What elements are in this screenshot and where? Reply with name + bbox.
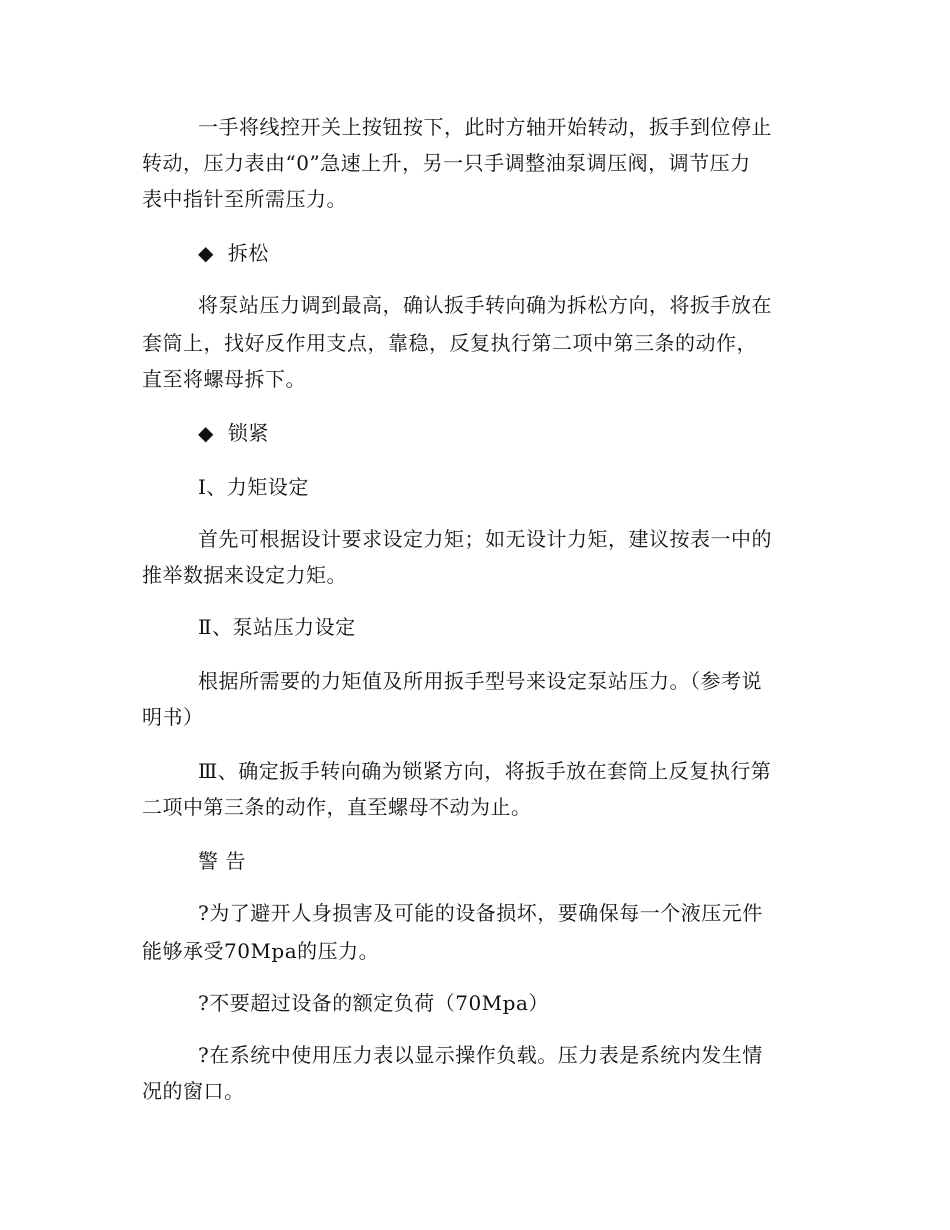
- warning-item1-line-2: 能够承受70Mpa的压力。: [142, 939, 380, 963]
- step1-heading: Ⅰ、力矩设定: [198, 475, 309, 499]
- tighten-title: 锁紧: [227, 421, 269, 445]
- step3-line-1: Ⅲ、确定扳手转向确为锁紧方向，将扳手放在套筒上反复执行第: [198, 759, 772, 783]
- diamond-bullet-icon: ◆: [198, 241, 214, 265]
- step2-line-1: 根据所需要的力矩值及所用扳手型号来设定泵站压力。（参考说: [198, 669, 762, 693]
- warning-item1-line-1: ?为了避开人身损害及可能的设备损坏，要确保每一个液压元件: [198, 901, 763, 925]
- warning-title: 警 告: [198, 849, 246, 873]
- loosen-line-2: 套筒上，找好反作用支点，靠稳，反复执行第二项中第三条的动作，: [142, 331, 757, 355]
- step2-line-2: 明书）: [142, 705, 204, 729]
- tighten-heading: [198, 420, 868, 446]
- warning-item2-line-1: ?不要超过设备的额定负荷（70Mpa）: [198, 991, 549, 1015]
- step1-line-2: 推举数据来设定力矩。: [142, 563, 347, 587]
- step1-line-1: 首先可根据设计要求设定力矩；如无设计力矩，建议按表一中的: [198, 527, 772, 551]
- step3-line-2: 二项中第三条的动作，直至螺母不动为止。: [142, 795, 532, 819]
- intro-line-1: 一手将线控开关上按钮按下，此时方轴开始转动，扳手到位停止: [198, 115, 772, 139]
- intro-line-3: 表中指针至所需压力。: [142, 187, 347, 211]
- diamond-bullet-icon: ◆: [198, 421, 214, 445]
- loosen-line-1: 将泵站压力调到最高，确认扳手转向确为拆松方向，将扳手放在: [198, 293, 772, 317]
- loosen-heading: [198, 240, 868, 266]
- warning-item3-line-1: ?在系统中使用压力表以显示操作负载。压力表是系统内发生情: [198, 1043, 763, 1067]
- loosen-line-3: 直至将螺母拆下。: [142, 367, 306, 391]
- step2-heading: Ⅱ、泵站压力设定: [198, 615, 356, 639]
- intro-line-2: 转动，压力表由“0”急速上升，另一只手调整油泵调压阀，调节压力: [142, 151, 751, 175]
- loosen-title: 拆松: [227, 241, 269, 265]
- warning-item3-line-2: 况的窗口。: [142, 1079, 245, 1103]
